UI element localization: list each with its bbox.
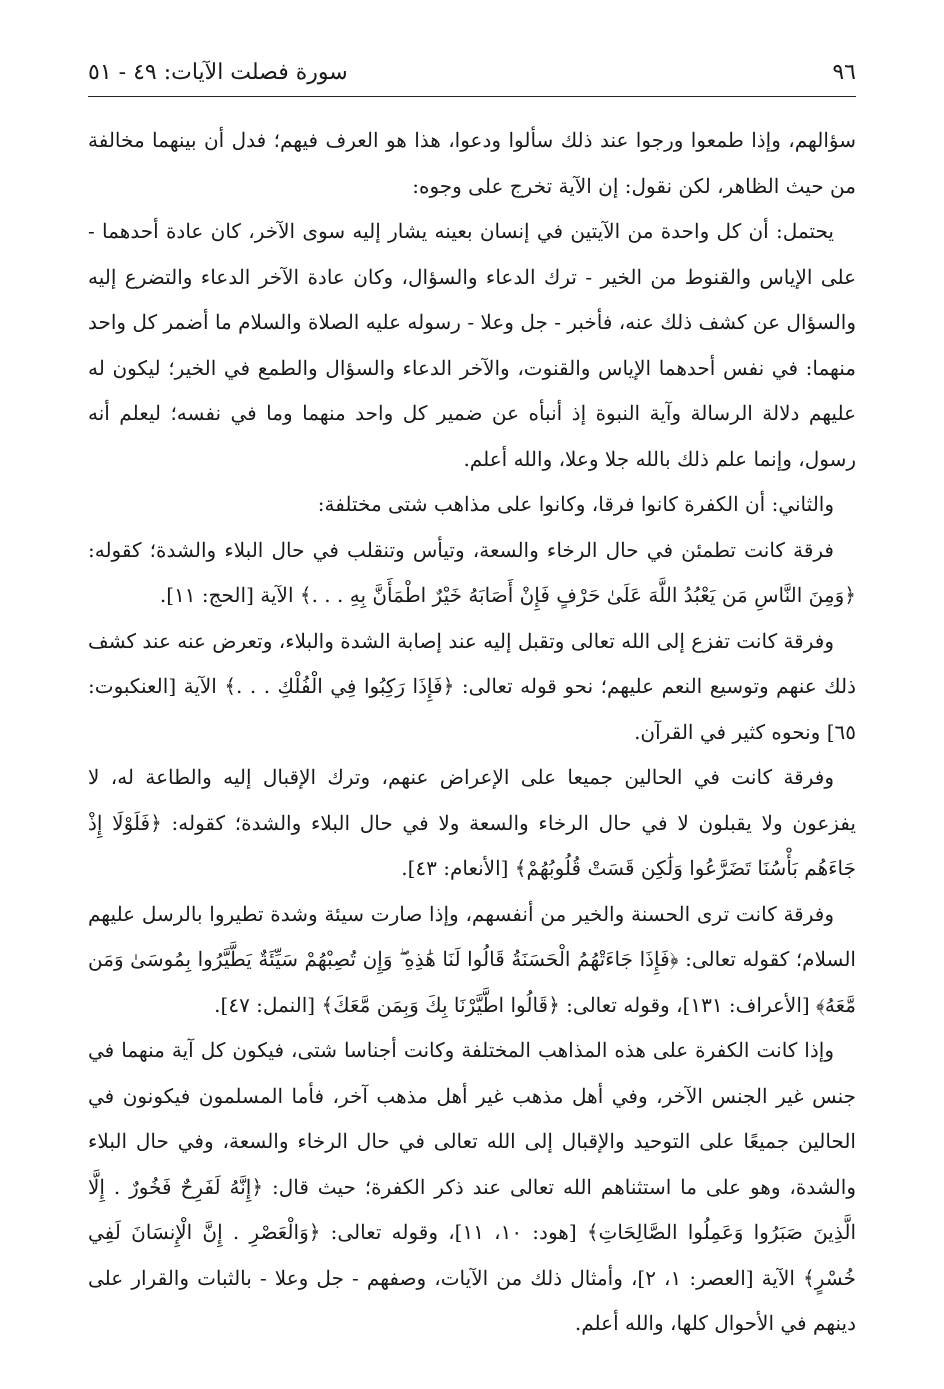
paragraph: والثاني: أن الكفرة كانوا فرقا، وكانوا على مذاهب شتى مختلفة: (317, 492, 834, 516)
paragraph: سؤالهم، وإذا طمعوا ورجوا عند ذلك سألوا ودعوا، هذا هو العرف فيهم؛ فدل أن بينهما مخالفة من حيث الظاهر، لكن نقول: إن الآية تخرج على وجوه: (88, 128, 856, 198)
running-title: سورة فصلت الآيات: ٤٩ - ٥١ (88, 60, 348, 85)
paragraph: وفرقة كانت ترى الحسنة والخير من أنفسهم، وإذا صارت سيئة وشدة تطيروا بالرسل عليهم السلام؛ كقوله تعالى: ﴿فَإِذَا جَاءَتْهُمُ الْحَسَنَةُ قَالُوا لَنَا هَٰذِهِ ۖ وَإِن تُصِبْهُمْ سَيِّئَةٌ يَطَّيَّرُوا بِمُوسَىٰ وَمَن مَّعَهُ﴾ [الأعراف: ١٣١]، وقوله تعالى: ﴿قَالُوا اطَّيَّرْنَا بِكَ وَبِمَن مَّعَكَ﴾ [النمل: ٤٧]. (88, 901, 856, 1017)
page-header (88, 58, 856, 92)
body-text (88, 118, 856, 1347)
page-number: ٩٦ (832, 60, 856, 85)
header-divider (88, 96, 856, 97)
paragraph: وإذا كانت الكفرة على هذه المذاهب المختلفة وكانت أجناسا شتى، فيكون كل آية منهما في جنس غير الجنس الآخر، وفي أهل مذهب غير أهل مذهب آخر، فأما المسلمون فيكونون في الحالين جميعًا على التوحيد والإقبال إلى الله تعالى في حال الرخاء والسعة، وفي حال البلاء والشدة، وهو على ما استثناهم الله تعالى عند ذكر الكفرة؛ حيث قال: ﴿إِنَّهُ لَفَرِحٌ فَخُورٌ . إِلَّا الَّذِينَ صَبَرُوا وَعَمِلُوا الصَّالِحَاتِ﴾ [هود: ١٠، ١١]، وقوله تعالى: ﴿وَالْعَصْرِ . إِنَّ الْإِنسَانَ لَفِي خُسْرٍ﴾ الآية [العصر: ١، ٢]، وأمثال ذلك من الآيات، وصفهم - جل وعلا - بالثبات والقرار على دينهم في الأحوال كلها، والله أعلم. (88, 1038, 857, 1335)
paragraph: فرقة كانت تطمئن في حال الرخاء والسعة، وتيأس وتنقلب في حال البلاء والشدة؛ كقوله: ﴿وَمِنَ النَّاسِ مَن يَعْبُدُ اللَّهَ عَلَىٰ حَرْفٍ فَإِنْ أَصَابَهُ خَيْرٌ اطْمَأَنَّ بِهِ . . .﴾ الآية [الحج: ١١]. (88, 537, 856, 607)
paragraph: وفرقة كانت في الحالين جميعا على الإعراض عنهم، وترك الإقبال إليه والطاعة له، لا يفزعون ولا يقبلون لا في حال الرخاء والسعة ولا في حال البلاء والشدة؛ كقوله: ﴿فَلَوْلَا إِذْ جَاءَهُم بَأْسُنَا تَضَرَّعُوا وَلَٰكِن قَسَتْ قُلُوبُهُمْ﴾ [الأنعام: ٤٣]. (88, 765, 856, 880)
paragraph: وفرقة كانت تفزع إلى الله تعالى وتقبل إليه عند إصابة الشدة والبلاء، وتعرض عنه عند كشف ذلك عنهم وتوسيع النعم عليهم؛ نحو قوله تعالى: ﴿فَإِذَا رَكِبُوا فِي الْفُلْكِ . . .﴾ الآية [العنكبوت: ٦٥] ونحوه كثير في القرآن. (88, 628, 856, 744)
paragraph: يحتمل: أن كل واحدة من الآيتين في إنسان بعينه يشار إليه سوى الآخر، كان عادة أحدهما - على الإياس والقنوط من الخير - ترك الدعاء والسؤال، وكان عادة الآخر الدعاء والتضرع إليه والسؤال عن كشف ذلك عنه، فأخبر - جل وعلا - رسوله عليه الصلاة والسلام ما أضمر كل واحد منهما: في نفس أحدهما الإياس والقنوت، والآخر الدعاء والسؤال والطمع في الخير؛ ليكون له عليهم دلالة الرسالة وآية النبوة إذ أنبأه عن ضمير كل واحد منهما وما في نفسه؛ ليعلم أنه رسول، وإنما علم ذلك بالله جلا وعلا، والله أعلم. (88, 219, 856, 471)
